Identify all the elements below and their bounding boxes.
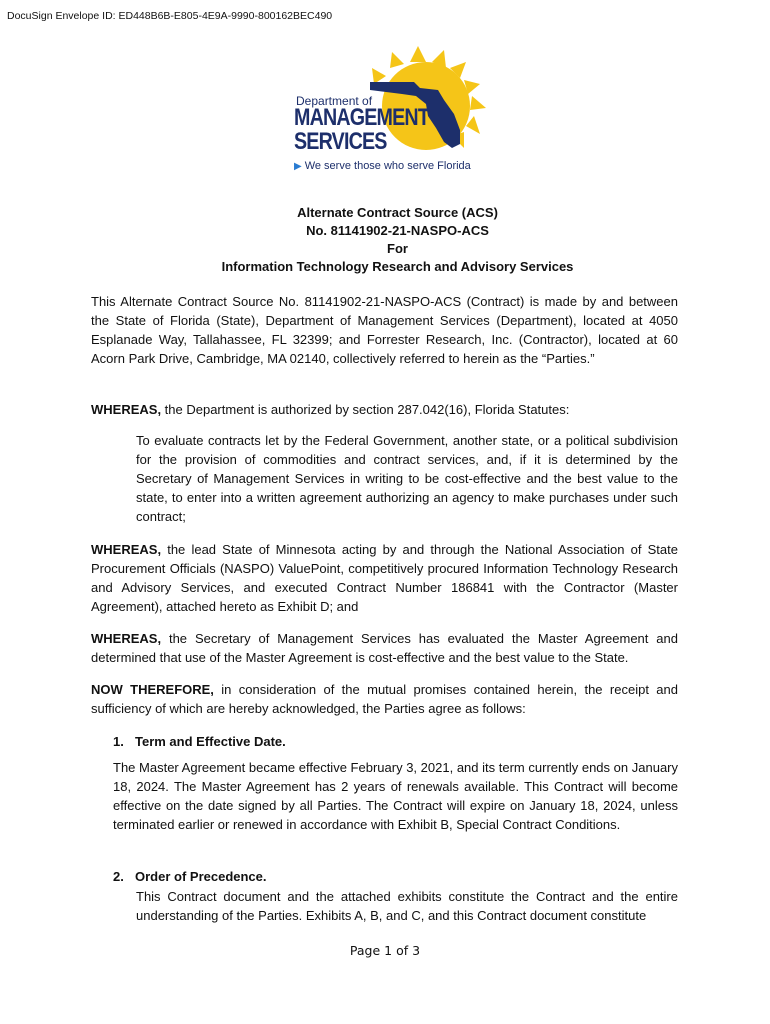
statute-quote: To evaluate contracts let by the Federal Government, another state, or a political subdivision for the provision of commodities and contract services, and, if it is determined by the Secretary of Management Services in writing to be cost-effective and the best value to the state, to enter into a written agreement authorizing an agency to make purchases under such contract; — [136, 433, 678, 524]
logo-services: SERVICES — [294, 128, 387, 155]
whereas-paragraph-2 — [91, 540, 678, 616]
document-title — [0, 204, 770, 276]
intro-paragraph: This Alternate Contract Source No. 81141902-21-NASPO-ACS (Contract) is made by and between the State of Florida (State), Department of Management Services (Department), located at 4050 Esplanade Way, Tallahassee, FL 32399; and Forrester Research, Inc. (Contractor), located at 60 Acorn Park Drive, Cambridge, MA 02140, collectively referred to herein as the “Parties.” — [91, 294, 678, 366]
title-line-4: Information Technology Research and Advisory Services — [221, 259, 574, 274]
whereas-lead: WHEREAS, — [91, 402, 162, 417]
section-1-heading — [113, 734, 286, 749]
page-number: Page 1 of 3 — [349, 943, 421, 958]
whereas-text: the Secretary of Management Services has evaluated the Master Agreement and determined that use of the Master Agreement is cost-effective and the best value to the State. — [91, 631, 678, 665]
section-title: Term and Effective Date. — [135, 734, 286, 749]
title-line-3: For — [387, 241, 408, 256]
dms-logo — [288, 44, 508, 176]
section-1-body: The Master Agreement became effective February 3, 2021, and its term currently ends on January 18, 2024. The Master Agreement has 2 years of renewals available. This Contract will become effective on the date signed by all Parties. The Contract will expire on January 18, 2024, unless terminated earlier or renewed in accordance with Exhibit B, Special Contract Conditions. — [113, 760, 678, 832]
logo-tagline — [294, 160, 471, 172]
section-title: Order of Precedence. — [135, 869, 267, 884]
play-triangle-icon: ▶ — [294, 161, 302, 172]
now-therefore-paragraph — [91, 680, 678, 718]
title-line-1: Alternate Contract Source (ACS) — [297, 205, 498, 220]
title-line-2: No. 81141902-21-NASPO-ACS — [306, 223, 489, 238]
whereas-text: the Department is authorized by section 287.042(16), Florida Statutes: — [161, 402, 570, 417]
now-therefore-text: in consideration of the mutual promises contained herein, the receipt and sufficiency of which are hereby acknowledged, the Parties agree as follows: — [91, 682, 678, 716]
whereas-paragraph-3 — [91, 629, 678, 667]
section-number: 2. — [113, 869, 124, 884]
logo-department-of: Department of — [296, 94, 373, 108]
section-2-body: This Contract document and the attached exhibits constitute the Contract and the entire understanding of the Parties. Exhibits A, B, and C, and this Contract document constitute — [136, 889, 678, 923]
whereas-lead: WHEREAS, — [91, 542, 162, 557]
whereas-text: the lead State of Minnesota acting by and through the National Association of State Procurement Officials (NASPO) ValuePoint, competitively procured Information Technology Research and Advisory Services, and executed Contract Number 186841 with the Contractor (Master Agreement), attached hereto as Exhibit D; and — [91, 542, 678, 614]
docusign-envelope-id: DocuSign Envelope ID: ED448B6B-E805-4E9A-9990-800162BEC490 — [7, 10, 333, 22]
section-2-heading — [113, 869, 267, 884]
logo-tagline-text: We serve those who serve Florida — [304, 160, 471, 172]
logo-management: MANAGEMENT — [294, 104, 430, 131]
section-number: 1. — [113, 734, 124, 749]
whereas-paragraph-1 — [91, 400, 678, 419]
now-therefore-lead: NOW THEREFORE, — [91, 682, 214, 697]
whereas-lead: WHEREAS, — [91, 631, 162, 646]
